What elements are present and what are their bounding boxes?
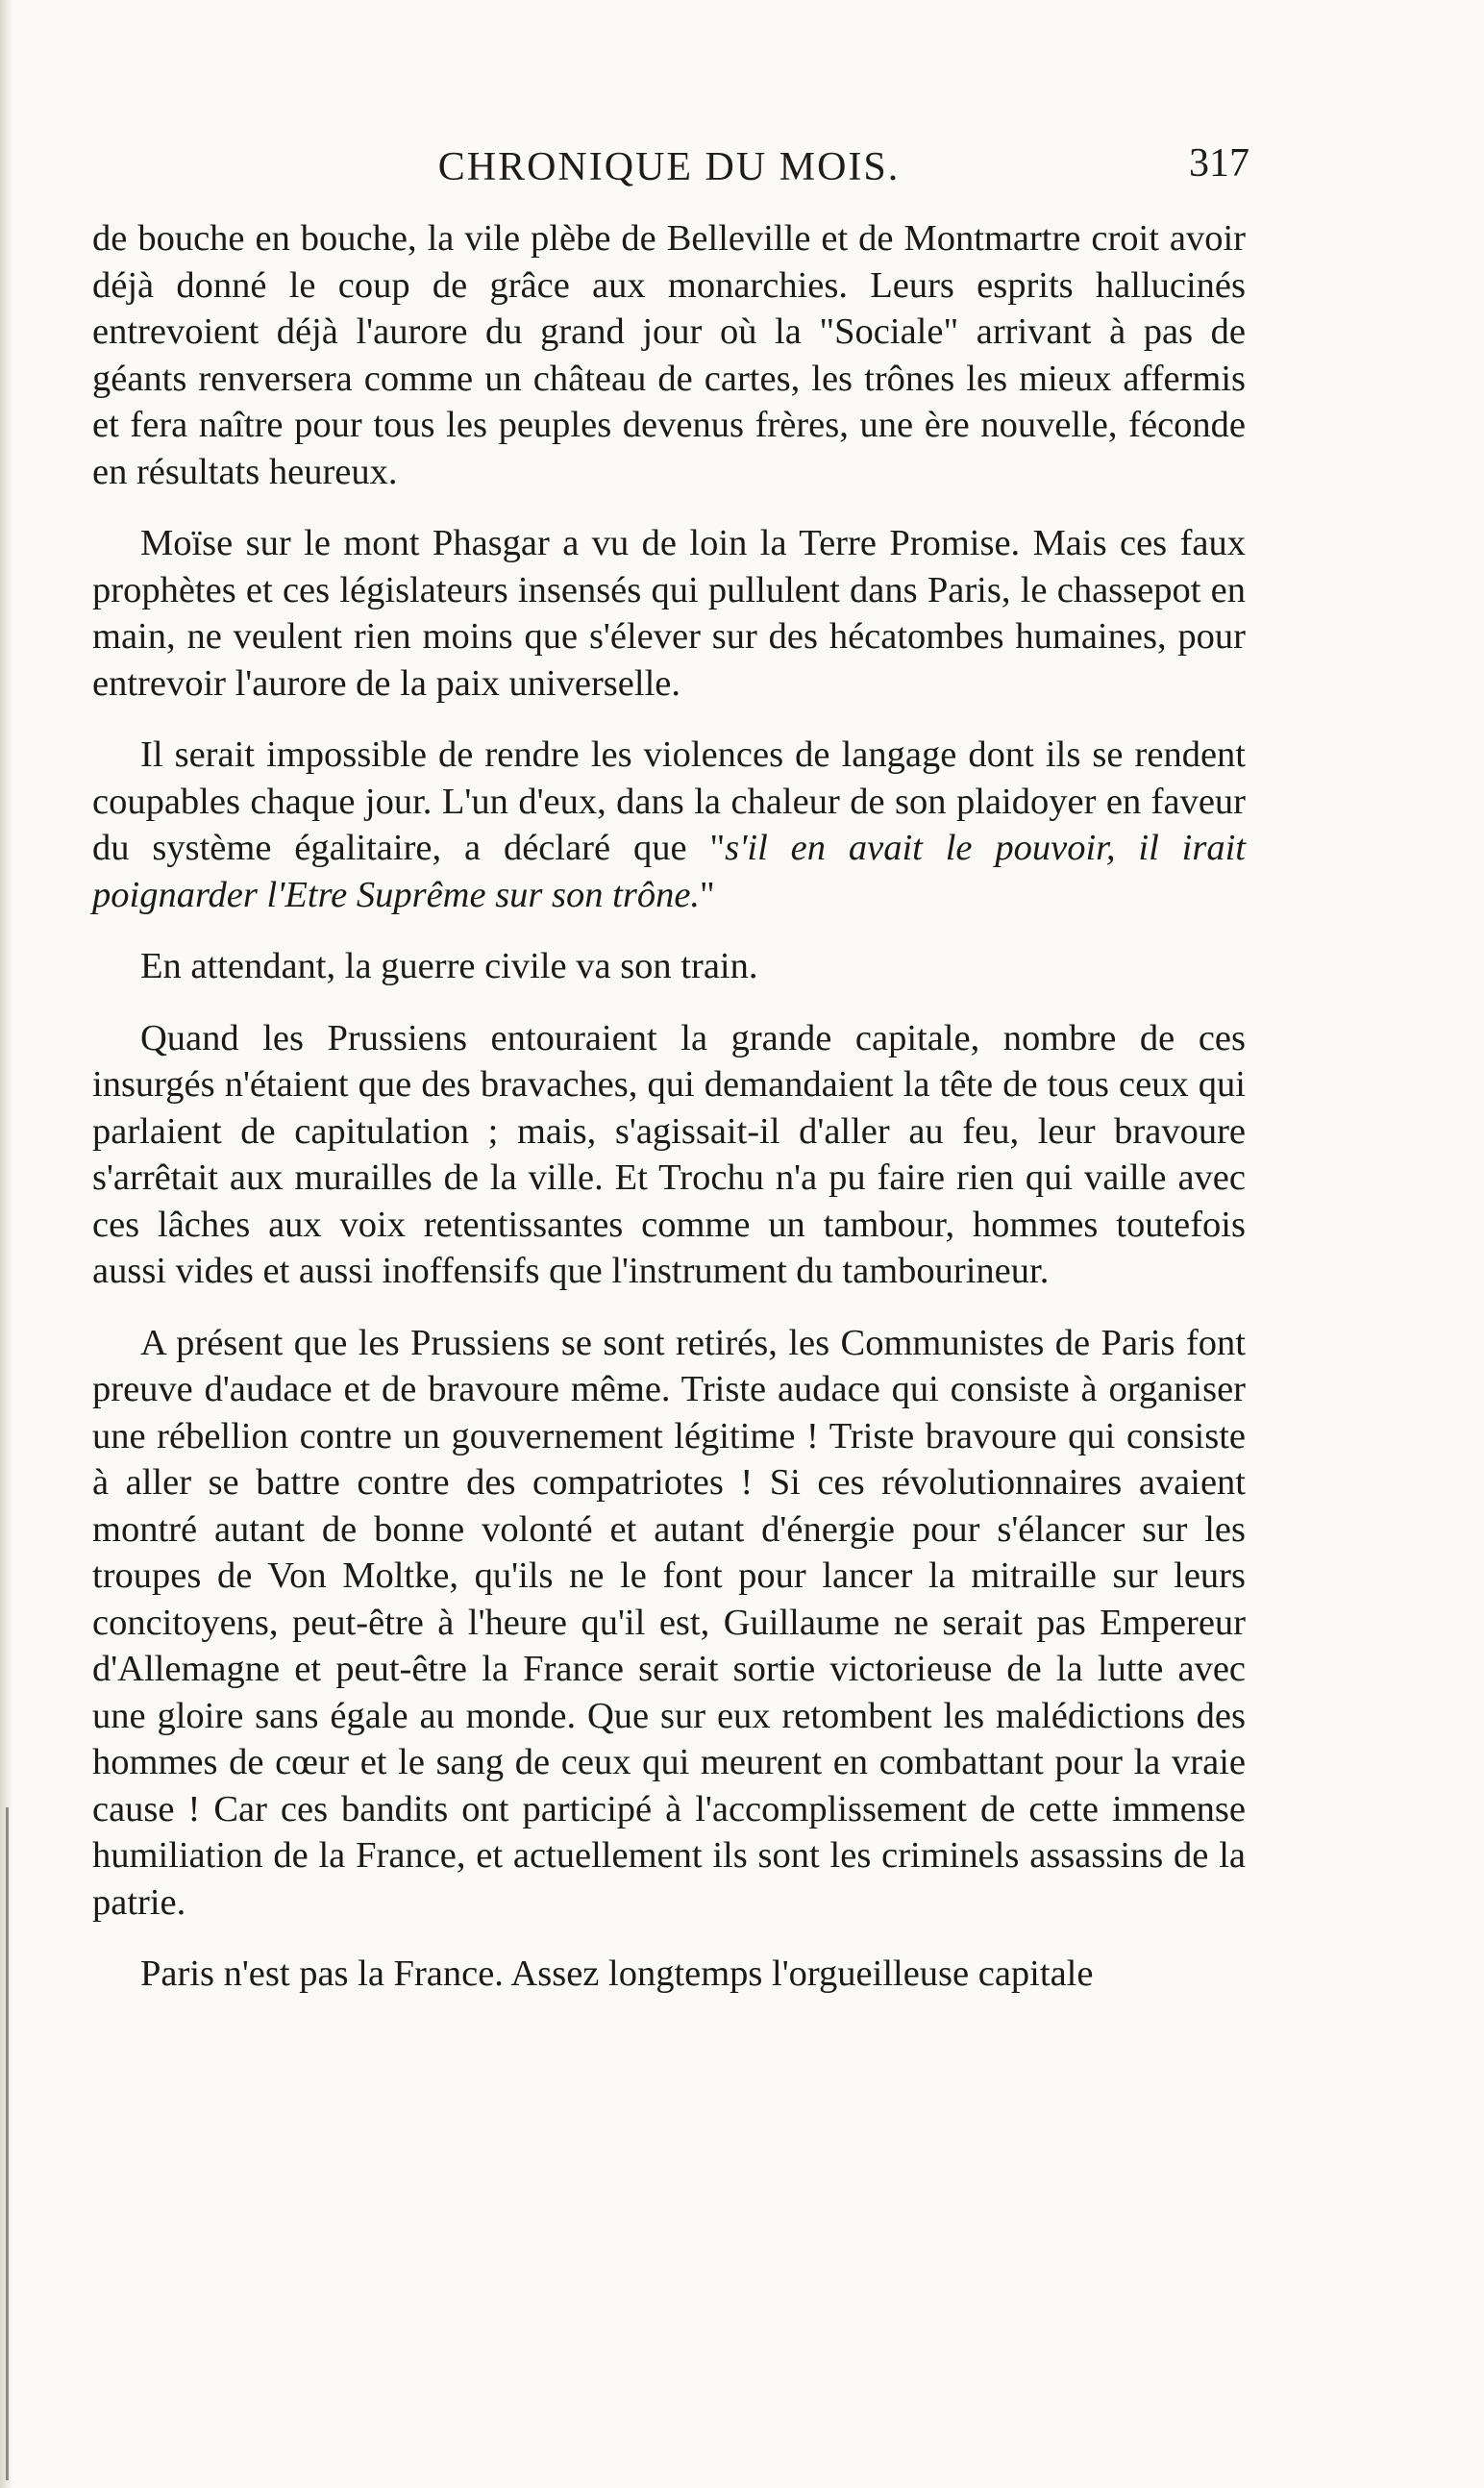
running-head (92, 125, 1249, 202)
running-title: CHRONIQUE DU MOIS. (437, 145, 901, 189)
paragraph-3-quote: s'il en avait le pouvoir, il irait poignarder l'Etre Suprême sur son trône. (92, 828, 1246, 915)
paragraph-4 (92, 943, 1246, 990)
paragraph-6 (92, 1320, 1246, 1927)
paragraph-2-text: Moïse sur le mont Phasgar a vu de loin la Terre Promise. Mais ces faux prophètes et ces législateurs insensés qui pullulent dans Paris, le chassepot en main, ne veulent rien moins que s'élever sur des hécatombes humaines, pour entrevoir l'aurore de la paix universelle. (92, 523, 1246, 704)
paragraph-5-text: Quand les Prussiens entouraient la grande capitale, nombre de ces insurgés n'étaient que des bravaches, qui demandaient la tête de tous ceux qui parlaient de capitulation ; mais, s'agissait-il d'aller au feu, leur bravoure s'arrêtait aux murailles de la ville. Et Trochu n'a pu faire rien qui vaille avec ces lâches aux voix retentissantes comme un tambour, hommes toutefois aussi vides et aussi inoffensifs que l'instrument du tambourineur. (92, 1017, 1246, 1291)
paragraph-1 (92, 215, 1246, 495)
paragraph-7 (92, 1951, 1246, 1998)
paragraph-1-text: de bouche en bouche, la vile plèbe de Belleville et de Montmartre croit avoir déjà donné le coup de grâce aux monarchies. Leurs esprits hallucinés entrevoient déjà l'aurore du grand jour où la "Sociale" arrivant à pas de géants renversera comme un château de cartes, les trônes les mieux affermis et fera naître pour tous les peuples devenus frères, une ère nouvelle, féconde en résultats heureux. (92, 218, 1246, 492)
body-text (92, 215, 1246, 1998)
paragraph-2 (92, 520, 1246, 707)
paragraph-5 (92, 1015, 1246, 1295)
paragraph-6-text: A présent que les Prussiens se sont retirés, les Communistes de Paris font preuve d'audace et de bravoure même. Triste audace qui consiste à organiser une rébellion contre un gouvernement légitime ! Triste bravoure qui consiste à aller se battre contre des compatriotes ! Si ces révolutionnaires avaient montré autant de bonne volonté et autant d'énergie pour s'élancer sur les troupes de Von Moltke, qu'ils ne le font pour lancer la mitraille sur leurs concitoyens, peut-être à l'heure qu'il est, Guillaume ne serait pas Empereur d'Allemagne et peut-être la France serait sortie victorieuse de la lutte avec une gloire sans égale au monde. Que sur eux retombent les malédictions des hommes de cœur et le sang de ceux qui meurent en combattant pour la vraie cause ! Car ces bandits ont participé à l'accomplissement de cette immense humiliation de la France, et actuellement ils sont les criminels assassins de la patrie. (92, 1322, 1246, 1923)
paragraph-3-tail: " (700, 874, 715, 915)
paragraph-7-text: Paris n'est pas la France. Assez longtemps l'orgueilleuse capitale (140, 1953, 1094, 1994)
paragraph-4-text: En attendant, la guerre civile va son train. (140, 946, 758, 986)
binding-edge-line (6, 1807, 9, 2480)
paragraph-3-text: Il serait impossible de rendre les violences de langage dont ils se rendent coupables chaque jour. L'un d'eux, dans la chaleur de son plaidoyer en faveur du système égalitaire, a déclaré que " (92, 734, 1246, 868)
page-number: 317 (1189, 141, 1249, 186)
paragraph-3 (92, 732, 1246, 918)
book-page (92, 125, 1249, 2023)
